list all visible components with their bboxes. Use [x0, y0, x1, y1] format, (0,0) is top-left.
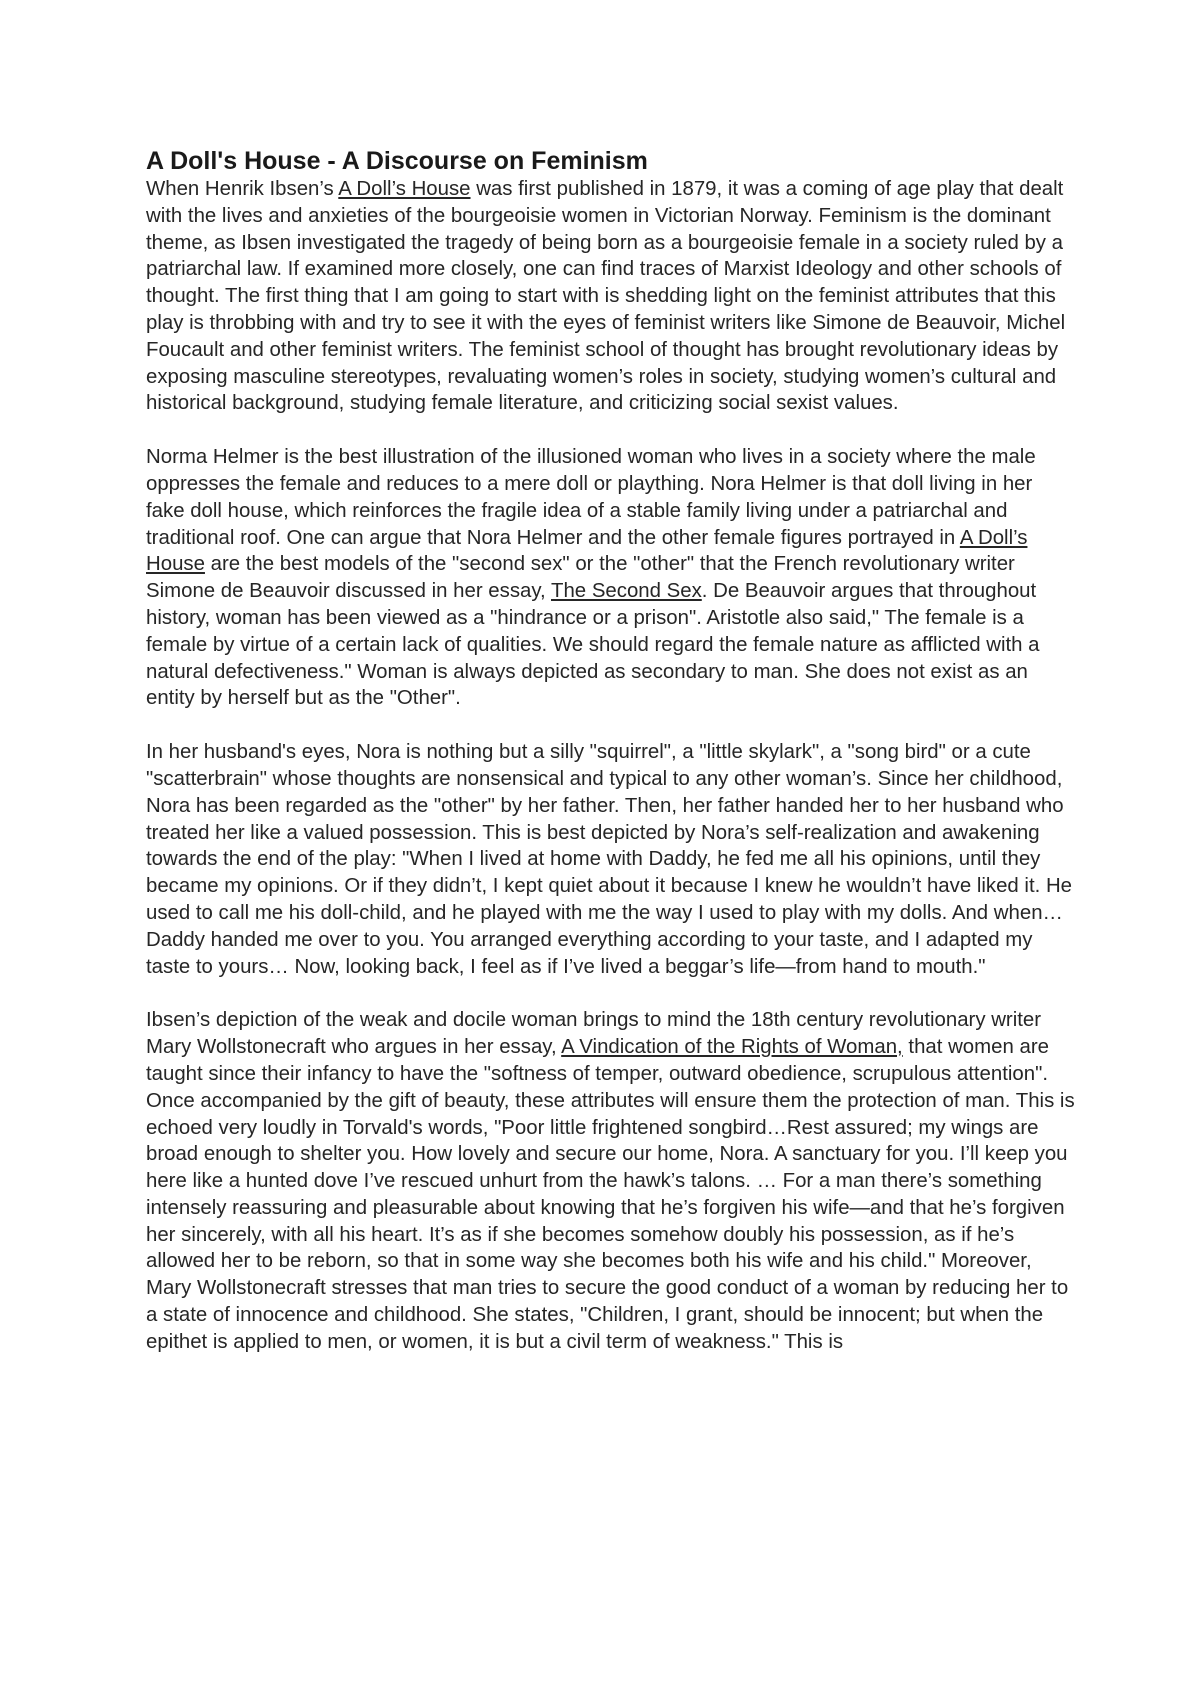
paragraph-1 [146, 176, 1076, 417]
text-run: Norma Helmer is the best illustration of the illusioned woman who lives in a society where the male oppresses the female and reduces to a mere doll or plaything. Nora Helmer is that doll living in her fake doll house, which reinforces the fragile idea of a stable family living under a patriarchal and traditional roof. One can argue that Nora Helmer and the other female figures portrayed in [146, 446, 1036, 549]
text-run: was first published in 1879, it was a coming of age play that dealt with the lives and anxieties of the bourgeoisie women in Victorian Norway. Feminism is the dominant theme, as Ibsen investigated the tragedy of being born as a bourgeoisie female in a society ruled by a patriarchal law. If examined more closely, one can find traces of Marxist Ideology and other schools of thought. The first thing that I am going to start with is shedding light on the feminist attributes that this play is throbbing with and try to see it with the eyes of feminist writers like Simone de Beauvoir, Michel Foucault and other feminist writers. The feminist school of thought has brought revolutionary ideas by exposing masculine stereotypes, revaluating women’s roles in society, studying women’s cultural and historical background, studying female literature, and criticizing social sexist values. [146, 178, 1066, 415]
text-run: that women are taught since their infancy to have the "softness of temper, outward obedience, scrupulous attention". Once accompanied by the gift of beauty, these attributes will ensure them the protection of man. This is echoed very loudly in Torvald's words, "Poor little frightened songbird…Rest assured; my wings are broad enough to shelter you. How lovely and secure our home, Nora. A sanctuary for you. I’ll keep you here like a hunted dove I’ve rescued unhurt from the hawk’s talons. … For a man there’s something intensely reassuring and pleasurable about knowing that he’s forgiven his wife—and that he’s forgiven her sincerely, with all his heart. It’s as if she becomes somehow doubly his possession, as if he’s allowed her to be reborn, so that in some way she becomes both his wife and his child." Moreover, Mary Wollstonecraft stresses that man tries to secure the good conduct of a woman by reducing her to a state of innocence and childhood. She states, "Children, I grant, should be innocent; but when the epithet is applied to men, or women, it is but a civil term of weakness." This is [146, 1036, 1075, 1353]
text-run: Ibsen’s depiction of the weak and docile woman brings to mind the 18th century revolutionary writer Mary Wollstonecraft who argues in her essay, [146, 1009, 1042, 1059]
book-title-the-second-sex: The Second Sex [551, 580, 702, 603]
text-run: are the best models of the "second sex" or the "other" that the French revolutionary writer Simone de Beauvoir discussed in her essay, [146, 553, 1015, 603]
book-title-a-dolls-house: A Doll’s House [338, 178, 471, 200]
paragraph-4 [146, 1007, 1076, 1355]
text-run: . De Beauvoir argues that throughout history, woman has been viewed as a "hindrance or a prison". Aristotle also said," The female is a female by virtue of a certain lack of qualities. We should regard the female nature as afflicted with a natural defectiveness." Woman is always depicted as secondary to man. She does not exist as an entity by herself but as the "Other". [146, 580, 1040, 710]
book-title-a-dolls-house: A Doll’s House [146, 526, 1028, 576]
book-title-vindication-of-rights-of-woman: A Vindication of the Rights of Woman, [561, 1036, 903, 1059]
text-run: When Henrik Ibsen’s [146, 178, 339, 200]
document-page [146, 146, 1076, 1356]
paragraph-2 [146, 444, 1076, 712]
document-title: A Doll's House - A Discourse on Feminism [146, 147, 648, 175]
text-run: In her husband's eyes, Nora is nothing but a silly "squirrel", a "little skylark", a "song bird" or a cute "scatterbrain" whose thoughts are nonsensical and typical to any other woman’s. Since her childhood, Nora has been regarded as the "other" by her father. Then, her father handed her to her husband who treated her like a valued possession. This is best depicted by Nora’s self-realization and awakening towards the end of the play: "When I lived at home with Daddy, he fed me all his opinions, until they became my opinions. Or if they didn’t, I kept quiet about it because I knew he wouldn’t have liked it. He used to call me his doll-child, and he played with me the way I used to play with my dolls. And when… Daddy handed me over to you. You arranged everything according to your taste, and I adapted my taste to yours… Now, looking back, I feel as if I’ve lived a beggar’s life—from hand to mouth." [146, 741, 1073, 978]
paragraph-3 [146, 739, 1076, 980]
